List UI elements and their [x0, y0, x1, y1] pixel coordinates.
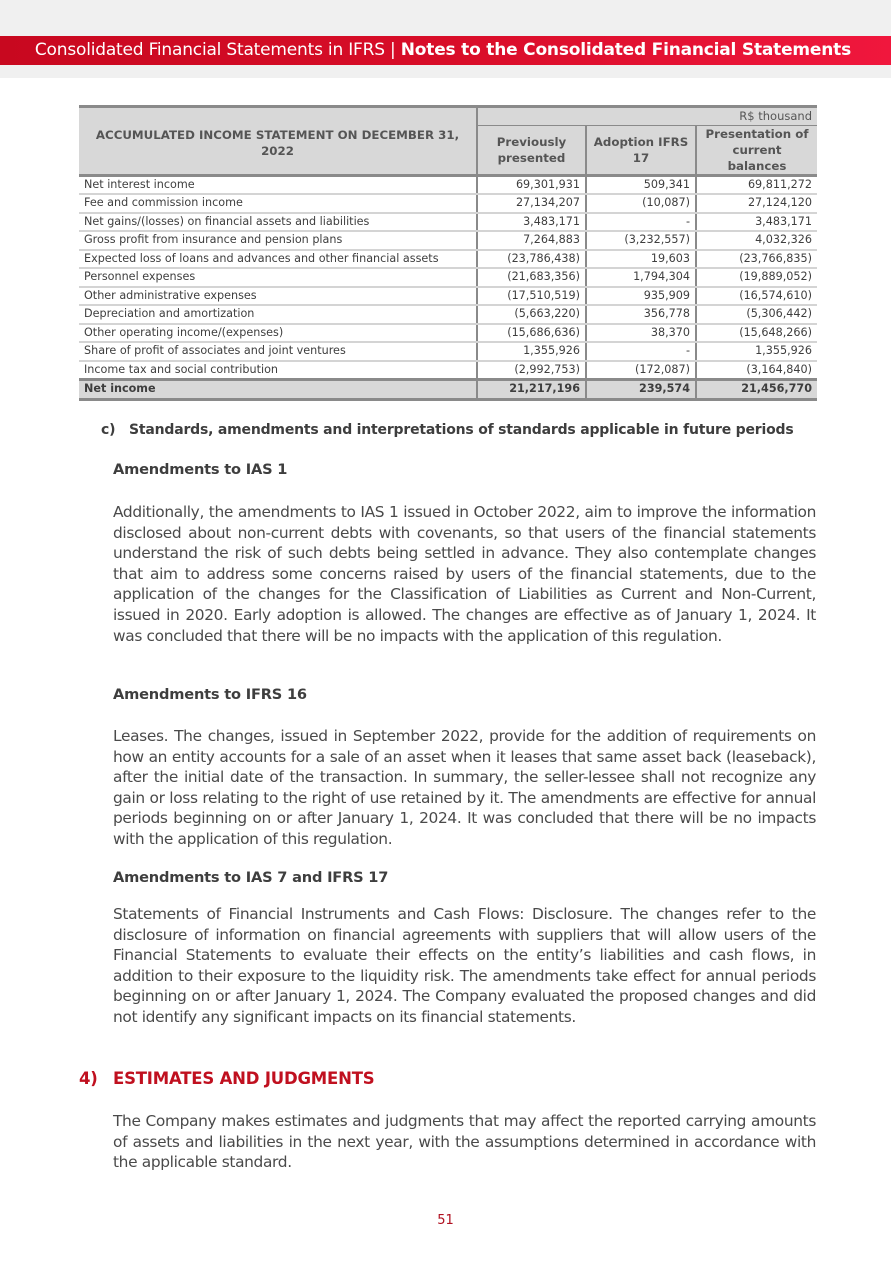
- cell-adoption-ifrs17: (172,087): [586, 361, 696, 380]
- column-header-previously-presented: Previously presented: [477, 125, 586, 175]
- cell-current-balances: (5,306,442): [696, 305, 817, 324]
- table-row-fee-and-commission-income: [79, 194, 817, 213]
- cell-adoption-ifrs17: 1,794,304: [586, 268, 696, 287]
- cell-previously-presented: 1,355,926: [477, 342, 586, 361]
- table-title: ACCUMULATED INCOME STATEMENT ON DECEMBER 31, 2022: [79, 125, 477, 175]
- total-previously-presented: 21,217,196: [477, 380, 586, 400]
- running-header: [0, 36, 891, 65]
- row-label: Net gains/(losses) on financial assets and liabilities: [79, 213, 477, 232]
- cell-current-balances: 1,355,926: [696, 342, 817, 361]
- header-section-title: Consolidated Financial Statements in IFRS: [34, 40, 385, 60]
- unit-row: [79, 107, 817, 126]
- row-label: Other administrative expenses: [79, 287, 477, 306]
- table-row-share-of-profit-of-associates-and-joint-ventures: [79, 342, 817, 361]
- paragraph-ias1: Additionally, the amendments to IAS 1 issued in October 2022, aim to improve the information disclosed about non-current debts with covenants, so that users of the financial statements understand the risk of such debts being settled in advance. They also contemplate changes that aim to address some concerns raised by users of the financial statements, due to the application of the changes for the Classification of Liabilities as Current and Non-Current, issued in 2020. Early adoption is allowed. The changes are effective as of January 1, 2024. It was concluded that there will be no impacts with the application of this regulation.: [113, 503, 816, 645]
- table-row-other-administrative-expenses: [79, 287, 817, 306]
- section-4-title: ESTIMATES AND JUDGMENTS: [113, 1069, 375, 1088]
- cell-previously-presented: (5,663,220): [477, 305, 586, 324]
- income-statement-table: [79, 105, 817, 401]
- cell-previously-presented: (23,786,438): [477, 250, 586, 269]
- cell-current-balances: 69,811,272: [696, 175, 817, 194]
- cell-adoption-ifrs17: 935,909: [586, 287, 696, 306]
- cell-current-balances: 4,032,326: [696, 231, 817, 250]
- row-label: Net interest income: [79, 175, 477, 194]
- cell-adoption-ifrs17: (10,087): [586, 194, 696, 213]
- cell-current-balances: (15,648,266): [696, 324, 817, 343]
- section-c-heading: [101, 422, 793, 438]
- column-header-current-balances: Presentation of current balances: [696, 125, 817, 175]
- cell-current-balances: (19,889,052): [696, 268, 817, 287]
- cell-previously-presented: (15,686,636): [477, 324, 586, 343]
- cell-current-balances: 27,124,120: [696, 194, 817, 213]
- cell-adoption-ifrs17: 19,603: [586, 250, 696, 269]
- header-separator: |: [384, 40, 401, 60]
- table-row-income-tax-and-social-contribution: [79, 361, 817, 380]
- cell-adoption-ifrs17: 356,778: [586, 305, 696, 324]
- section-c-title: Standards, amendments and interpretations of standards applicable in future periods: [129, 422, 794, 438]
- table-row-net-gains-losses-on-financial-assets-and-liabilities: [79, 213, 817, 232]
- cell-adoption-ifrs17: 38,370: [586, 324, 696, 343]
- total-adoption-ifrs17: 239,574: [586, 380, 696, 400]
- currency-unit: R$ thousand: [477, 107, 817, 126]
- table-row-net-interest-income: [79, 175, 817, 194]
- row-label: Share of profit of associates and joint ventures: [79, 342, 477, 361]
- cell-previously-presented: (21,683,356): [477, 268, 586, 287]
- top-margin: [0, 0, 891, 36]
- cell-previously-presented: (2,992,753): [477, 361, 586, 380]
- table-row-other-operating-income-expenses: [79, 324, 817, 343]
- cell-previously-presented: 3,483,171: [477, 213, 586, 232]
- header-subsection-title: Notes to the Consolidated Financial Statements: [400, 40, 851, 60]
- column-header-row: [79, 125, 817, 175]
- table-row-expected-loss-of-loans-and-advances-and-other-financial-assets: [79, 250, 817, 269]
- row-label: Gross profit from insurance and pension plans: [79, 231, 477, 250]
- paragraph-estimates: The Company makes estimates and judgments that may affect the reported carrying amounts of assets and liabilities in the next year, with the assumptions determined in accordance with the applicable standard.: [113, 1112, 816, 1172]
- cell-current-balances: (3,164,840): [696, 361, 817, 380]
- cell-current-balances: 3,483,171: [696, 213, 817, 232]
- row-label: Income tax and social contribution: [79, 361, 477, 380]
- section-4-heading: [79, 1069, 374, 1088]
- section-4-label: 4): [79, 1069, 98, 1088]
- row-label: Expected loss of loans and advances and other financial assets: [79, 250, 477, 269]
- column-header-adoption-ifrs17: Adoption IFRS 17: [586, 125, 696, 175]
- cell-current-balances: (23,766,835): [696, 250, 817, 269]
- total-label: Net income: [79, 380, 477, 400]
- subheading-ifrs16: Amendments to IFRS 16: [113, 686, 307, 703]
- paragraph-ifrs16: Leases. The changes, issued in September 2022, provide for the addition of requirements on how an entity accounts for a sale of an asset when it leases that same asset back (leaseback), after the initial date of the transaction. In summary, the seller-lessee shall not recognize any gain or loss relating to the right of use retained by it. The amendments are effective for annual periods beginning on or after January 1, 2024. It was concluded that there will be no impacts with the application of this regulation.: [113, 727, 816, 848]
- total-current-balances: 21,456,770: [696, 380, 817, 400]
- table-row-gross-profit-from-insurance-and-pension-plans: [79, 231, 817, 250]
- cell-previously-presented: 27,134,207: [477, 194, 586, 213]
- row-label: Other operating income/(expenses): [79, 324, 477, 343]
- header-underband: [0, 65, 891, 78]
- section-c-label: c): [101, 422, 116, 438]
- row-label: Personnel expenses: [79, 268, 477, 287]
- cell-adoption-ifrs17: -: [586, 213, 696, 232]
- table-row-depreciation-and-amortization: [79, 305, 817, 324]
- row-label: Fee and commission income: [79, 194, 477, 213]
- subheading-ias1: Amendments to IAS 1: [113, 461, 288, 478]
- cell-adoption-ifrs17: -: [586, 342, 696, 361]
- subheading-ias7-ifrs17: Amendments to IAS 7 and IFRS 17: [113, 869, 389, 886]
- cell-previously-presented: (17,510,519): [477, 287, 586, 306]
- cell-adoption-ifrs17: (3,232,557): [586, 231, 696, 250]
- unit-row-spacer: [79, 107, 477, 126]
- cell-adoption-ifrs17: 509,341: [586, 175, 696, 194]
- cell-previously-presented: 7,264,883: [477, 231, 586, 250]
- page-number: 51: [437, 1213, 454, 1228]
- cell-previously-presented: 69,301,931: [477, 175, 586, 194]
- paragraph-ias7-ifrs17: Statements of Financial Instruments and Cash Flows: Disclosure. The changes refer to the disclosure of information on financial agreements with suppliers that will allow users of the Financial Statements to evaluate their effects on the entity’s liabilities and cash flows, in addition to their exposure to the liquidity risk. The amendments take effect for annual periods beginning on or after January 1, 2024. The Company evaluated the proposed changes and did not identify any significant impacts on its financial statements.: [113, 905, 816, 1026]
- cell-current-balances: (16,574,610): [696, 287, 817, 306]
- row-label: Depreciation and amortization: [79, 305, 477, 324]
- table-row-personnel-expenses: [79, 268, 817, 287]
- table-row-net-income-total: [79, 380, 817, 400]
